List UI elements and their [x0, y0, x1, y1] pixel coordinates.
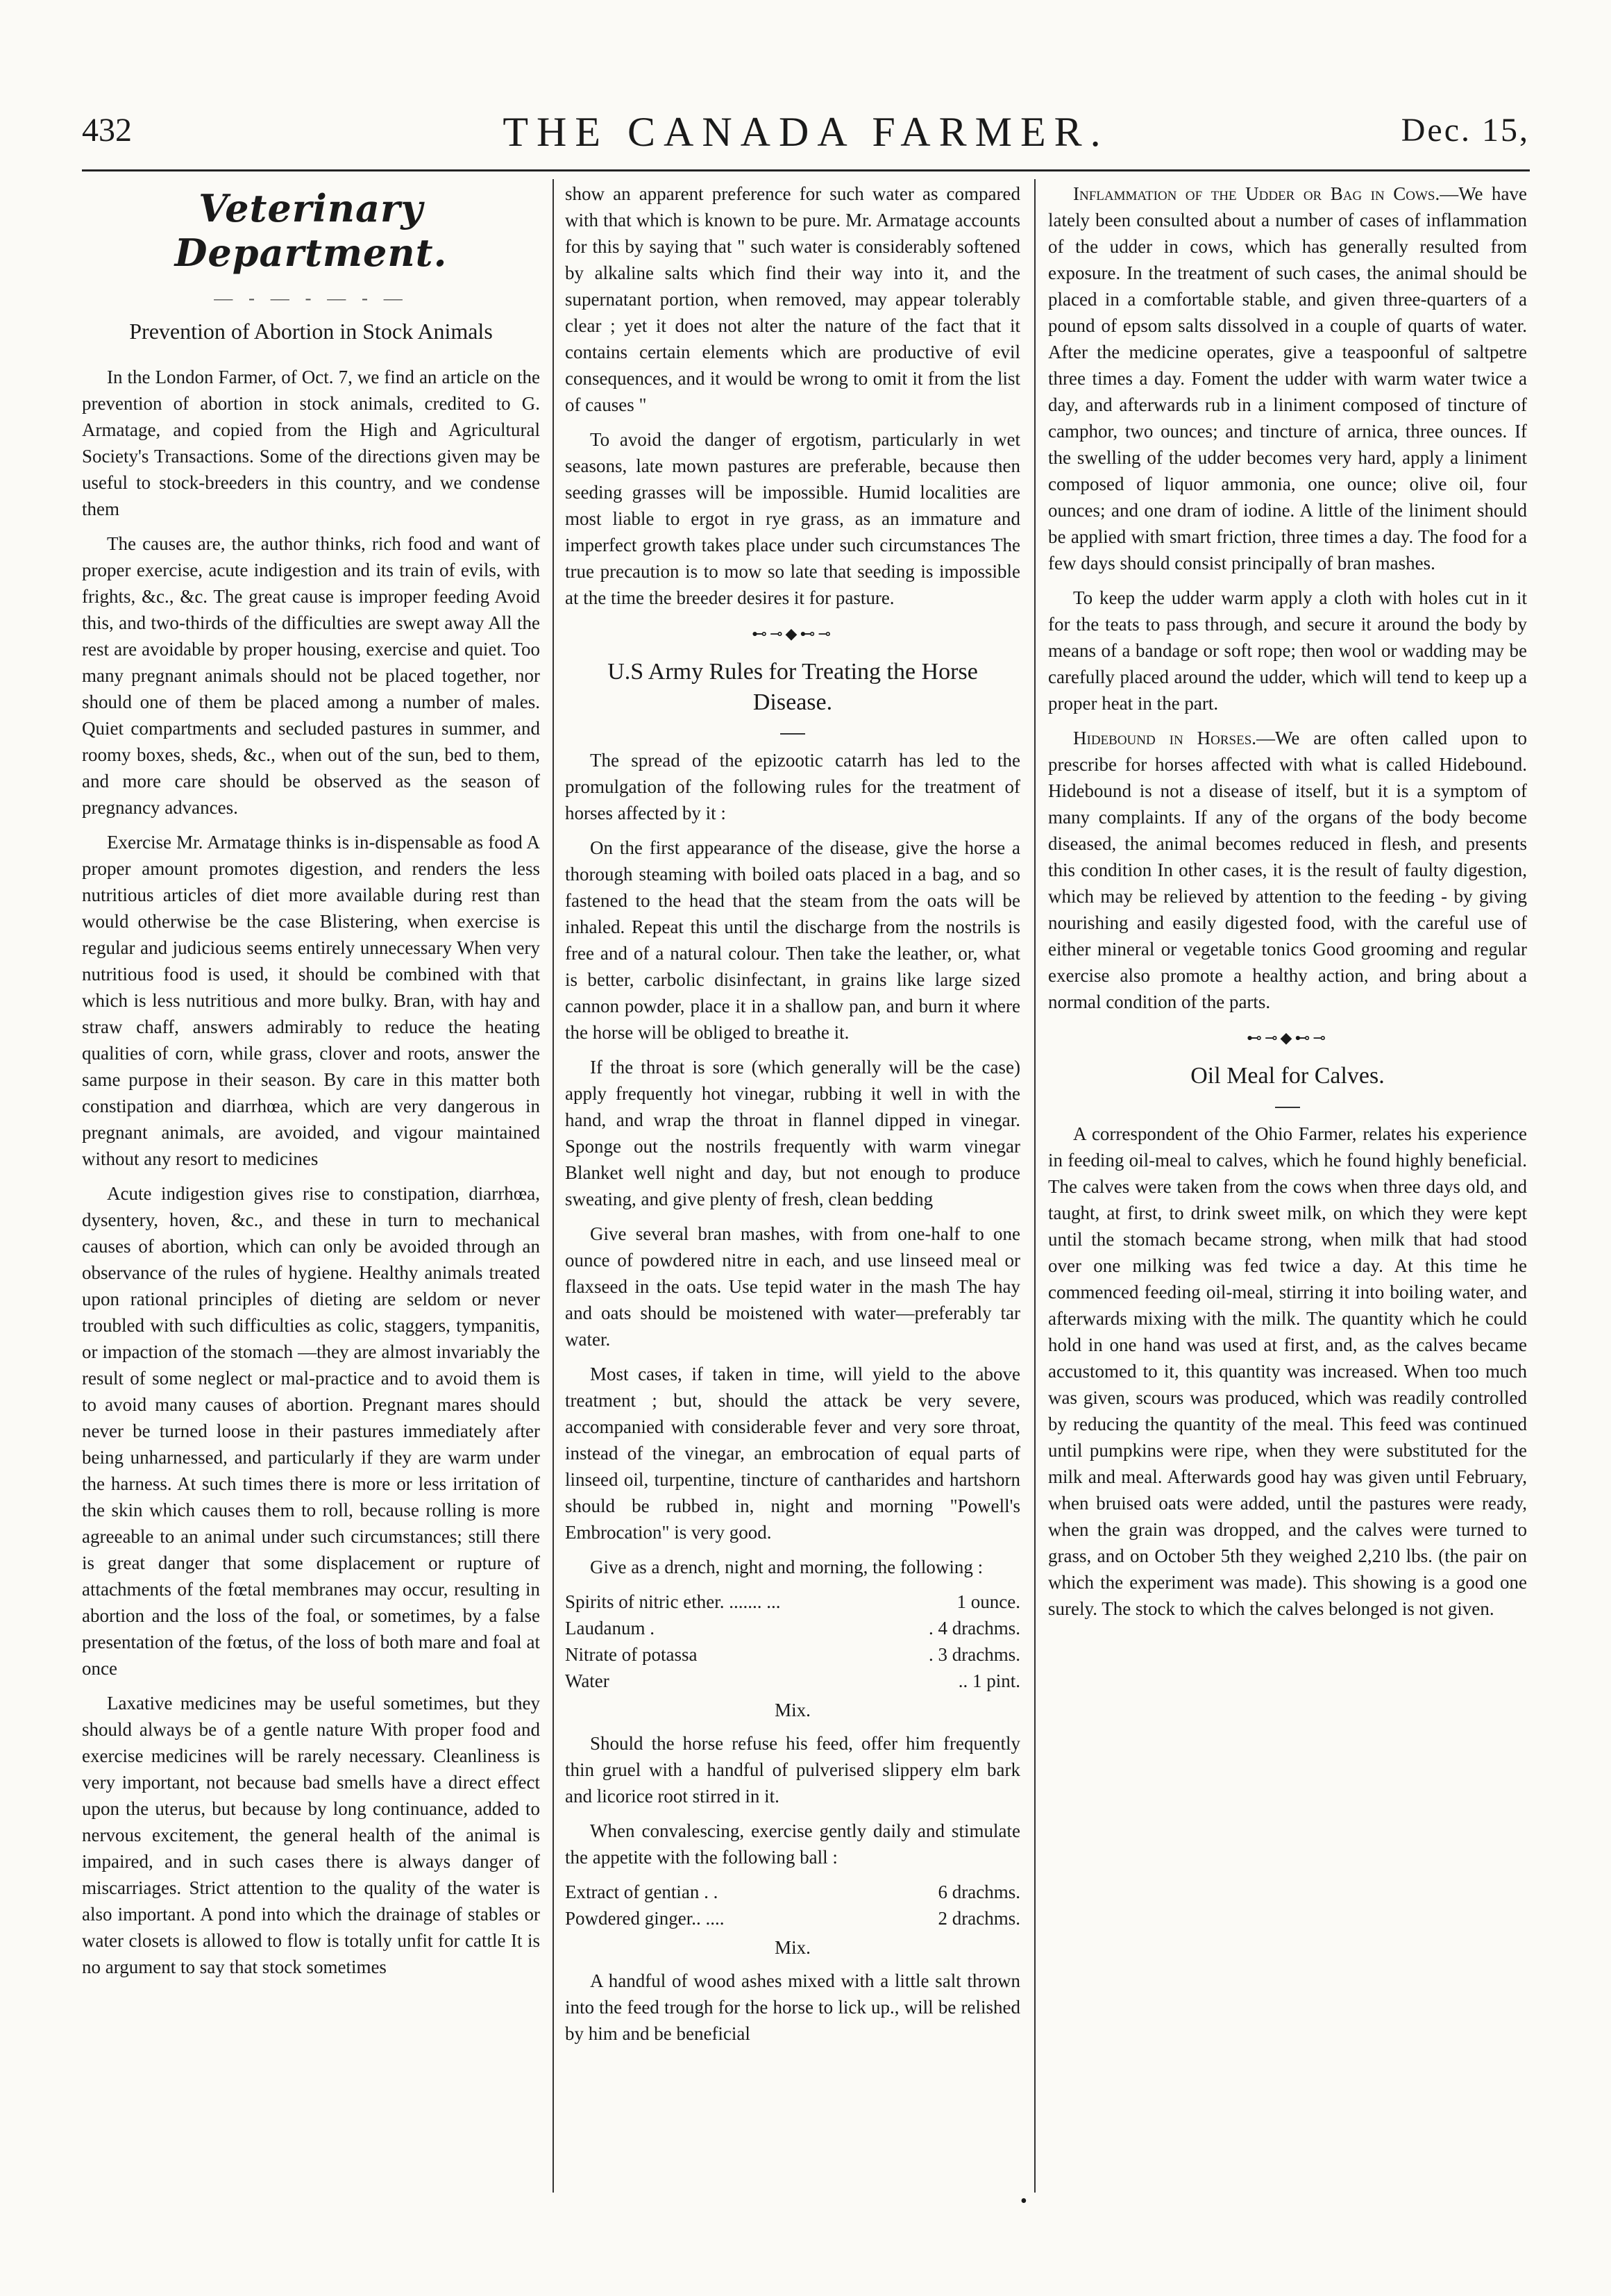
- ornament-divider: ⊷⊸◆⊷⊸: [752, 625, 834, 642]
- department-title: Veterinary Department.: [174, 186, 448, 275]
- paragraph: When convalescing, exercise gently daily and stimulate the appetite with the following ball :: [565, 1820, 1020, 1868]
- header-rule: [82, 169, 1530, 171]
- page-header: [82, 111, 1530, 167]
- recipe-line: Nitrate of potassa . 3 drachms.: [565, 1644, 1020, 1665]
- recipe-line: Water .. 1 pint.: [565, 1670, 1020, 1691]
- recipe-line: Extract of gentian . . 6 drachms.: [565, 1882, 1020, 1902]
- paragraph: Give several bran mashes, with from one-half to one ounce of powdered nitre in each, and use linseed meal or flaxseed in the oats. Use tepid water in the mash The hay and oats should be moistened with water—preferably tar water.: [565, 1223, 1020, 1350]
- footer-mark: •: [1020, 2190, 1027, 2212]
- heading-rule: [1275, 1107, 1300, 1108]
- paragraph: Laxative medicines may be useful sometimes, but they should always be of a gentle nature With proper food and exercise medicines will be rarely necessary. Cleanliness is very important, not because bad smells have a direct effect upon the uterus, but because by long continuance, added to nervous excitement, the general health of the animal is impaired, and in such cases there is always danger of miscarriages. Strict attention to the quality of the water is also important. A pond into which the drainage of stables or water closets is allowed to flow is totally unfit for cattle It is no argument to say that stock sometimes: [82, 1693, 540, 1977]
- article-heading-oil-meal: Oil Meal for Calves.: [1190, 1063, 1385, 1089]
- run-in-heading: Inflammation of the Udder or Bag in Cows.: [1073, 183, 1440, 204]
- heading-rule: [780, 733, 805, 735]
- paragraph: Give as a drench, night and morning, the following :: [590, 1557, 984, 1577]
- run-in-heading: Hidebound in Horses.: [1073, 728, 1257, 748]
- column-3: [1048, 181, 1527, 1630]
- paragraph-hidebound: Hidebound in Horses.—We are often called upon to prescribe for horses affected with what is called Hidebound. Hidebound is not a disease of itself, but it is a symptom of many complaints. If any of the organs of the body become diseased, the animal becomes reduced in flesh, and presents this condition In other cases, it is the result of faulty digestion, which may be relieved by attention to the feeding - by giving nourishing and easily digested food, with the careful use of either mineral or vegetable tonics Good grooming and regular exercise also promote a healthy action, and bring about a normal condition of the parts.: [1048, 728, 1527, 1012]
- paragraph: Should the horse refuse his feed, offer him frequently thin gruel with a handful of pulverised slippery elm bark and licorice root stirred in it.: [565, 1733, 1020, 1807]
- mix-instruction: Mix.: [775, 1937, 811, 1958]
- paragraph: To keep the udder warm apply a cloth with holes cut in it for the teats to pass through, and secure it around the body by means of a bandage or soft rope; then wool or wadding may be carefully placed around the udder, which will tend to keep up a proper heat in the part.: [1048, 587, 1527, 714]
- paragraph: The spread of the epizootic catarrh has led to the promulgation of the following rules for the treatment of horses affected by it :: [565, 750, 1020, 823]
- column-2: [565, 181, 1020, 2055]
- masthead-title: THE CANADA FARMER.: [503, 109, 1109, 155]
- article-heading-army-rules: U.S Army Rules for Treating the Horse Disease.: [607, 659, 978, 715]
- paragraph: Acute indigestion gives rise to constipation, diarrhœa, dysentery, hoven, &c., and these in turn to mechanical causes of abortion, which can only be avoided through an observance of the rules of hygiene. Healthy animals treated upon rational principles of dieting are seldom or never troubled with such difficulties as colic, staggers, tympanitis, or impaction of the stomach —they are almost invariably the result of some neglect or mal-practice and to avoid them is to avoid many causes of abortion. Pregnant mares should never be turned loose in their pastures immediately after being unharnessed, and particularly if they are warm under the harness. At such times there is more or less irritation of the skin which causes them to roll, because rolling is more agreeable to an animal under such circumstances; still there is great danger that some displacement or rupture of attachments of the fœtal membranes may occur, resulting in abortion and the loss of the foal, or sometimes, by a false presentation of the fœtus, of the loss of both mare and foal at once: [82, 1183, 540, 1679]
- paragraph: show an apparent preference for such water as compared with that which is known to be pure. Mr. Armatage accounts for this by saying that " such water is considerably softened by alkaline salts which find their way into it, and the supernatant portion, when removed, may appear tolerably clear ; yet it does not alter the nature of the fact that it contains certain elements which are productive of evil consequences, and it would be wrong to omit it from the list of causes ": [565, 183, 1020, 415]
- issue-date: Dec. 15,: [1401, 112, 1530, 149]
- paragraph: Most cases, if taken in time, will yield to the above treatment ; but, should the attack be very severe, accompanied with considerable fever and very sore throat, instead of the vinegar, an embrocation of equal parts of linseed oil, turpentine, tincture of cantharides and hartshorn should be rubbed in, night and morning "Powell's Embrocation" is very good.: [565, 1364, 1020, 1543]
- paragraph: In the London Farmer, of Oct. 7, we find an article on the prevention of abortion in stock animals, credited to G. Armatage, and copied from the High and Agricultural Society's Transactions. Some of the directions given may be useful to stock-breeders in this country, and we condense them: [82, 367, 540, 519]
- paragraph: On the first appearance of the disease, give the horse a thorough steaming with boiled oats placed in a bag, and so fastened to the head that the steam from the oats will be inhaled. Repeat this until the discharge from the nostrils is free and of a natural colour. Then take the leather, or, what is better, carbolic disinfectant, in grains like large sized cannon powder, place it in a shallow pan, and burn it where the horse will be obliged to breathe it.: [565, 837, 1020, 1043]
- ornament-divider: ⊷⊸◆⊷⊸: [1247, 1029, 1329, 1046]
- ball-recipe: [565, 1879, 1020, 1932]
- paragraph: The causes are, the author thinks, rich food and want of proper exercise, acute indigestion and its train of evils, with frights, &c., &c. The great cause is improper feeding Avoid this, and two-thirds of the difficulties are swept away All the rest are avoidable by proper housing, exercise and quiet. Too many pregnant animals should not be placed together, nor should one of them be placed among a number of males. Quiet compartments and secluded pastures in summer, and roomy boxes, sheds, &c., when out of the sun, bed to them, and more care should be observed as the season of pregnancy advances.: [82, 533, 540, 818]
- article-heading-abortion: Prevention of Abortion in Stock Animals: [129, 319, 493, 344]
- mix-instruction: Mix.: [775, 1700, 811, 1720]
- paragraph: Exercise Mr. Armatage thinks is in-dispensable as food A proper amount promotes digestion, and renders the less nutritious articles of diet more available during rest than would otherwise be the case Blistering, when exercise is regular and judicious seems entirely unnecessary When very nutritious food is used, it should be combined with that which is less nutritious and more bulky. Bran, with hay and straw chaff, answers admirably to reduce the heating qualities of corn, while grass, clover and roots, answer the same purpose in their season. By care in this matter both constipation and diarrhœa, which are very dangerous in pregnant animals, are avoided, and vigour maintained without any resort to medicines: [82, 832, 540, 1169]
- paragraph: If the throat is sore (which generally will be the case) apply frequently hot vinegar, rubbing it well in with the hand, and wrap the throat in flannel dipped in vinegar. Sponge out the nostrils frequently with warm vinegar Blanket well night and day, but not enough to produce sweating, and give plenty of fresh, clean bedding: [565, 1057, 1020, 1209]
- paragraph: To avoid the danger of ergotism, particularly in wet seasons, late mown pastures are preferable, because then seeding grasses will be impossible. Humid localities are most liable to ergot in rye grass, as an immature and imperfect growth takes place under such circumstances The true precaution is to mow so late that seeding is impossible at the time the breeder desires it for pasture.: [565, 429, 1020, 608]
- column-divider-1: [553, 179, 554, 2193]
- column-divider-2: [1034, 179, 1036, 2193]
- paragraph: A handful of wood ashes mixed with a little salt thrown into the feed trough for the horse to lick up., will be relished by him and be beneficial: [565, 1970, 1020, 2044]
- paragraph: A correspondent of the Ohio Farmer, relates his experience in feeding oil-meal to calves, which he found highly beneficial. The calves were taken from the cows when three days old, and taught, at first, to drink sweet milk, on which they were kept until the stomach became strong, when milk that had stood over one milking was fed twice a day. At this time he commenced feeding oil-meal, stirring it into boiling water, and afterwards mixing with the milk. The quantity which he could hold in one hand was used at first, and, as the calves became accustomed to it, this quantity was increased. When too much was given, scours was produced, which was readily controlled by reducing the quantity of the meal. This feed was continued until pumpkins were ripe, when they were substituted for the milk and meal. Afterwards good hay was given until February, when bruised oats were added, until the pastures were ready, when the grain was dropped, and the calves were turned to grass, and on October 5th they weighed 2,210 lbs. (the pair on which the experiment was made). This showing is a good one surely. The stock to which the calves belonged is not given.: [1048, 1123, 1527, 1619]
- page-number: 432: [82, 112, 132, 149]
- recipe-line: Spirits of nitric ether. ....... ... 1 ounce.: [565, 1591, 1020, 1612]
- section-divider: — - — - — - —: [214, 287, 408, 308]
- recipe-line: Powdered ginger.. .... 2 drachms.: [565, 1908, 1020, 1929]
- paragraph-udder: Inflammation of the Udder or Bag in Cows.—We have lately been consulted about a number of cases of inflammation of the udder in cows, which has generally resulted from exposure. In the treatment of such cases, the animal should be placed in a comfortable stable, and given three-quarters of a pound of epsom salts dissolved in a couple of quarts of water. After the medicine operates, give a teaspoonful of saltpetre three times a day. Foment the udder with warm water twice a day, and afterwards rub in a liniment composed of tincture of camphor, two ounces; and tincture of arnica, three ounces. If the swelling of the udder becomes very hard, apply a liniment composed of liquor ammonia, one ounce; olive oil, four ounces; and one dram of iodine. A little of the liniment should be applied with smart friction, three times a day. The food for a few days should consist principally of bran mashes.: [1048, 183, 1527, 573]
- drench-recipe: [565, 1589, 1020, 1694]
- recipe-line: Laudanum . . 4 drachms.: [565, 1618, 1020, 1639]
- column-1: [82, 181, 540, 1988]
